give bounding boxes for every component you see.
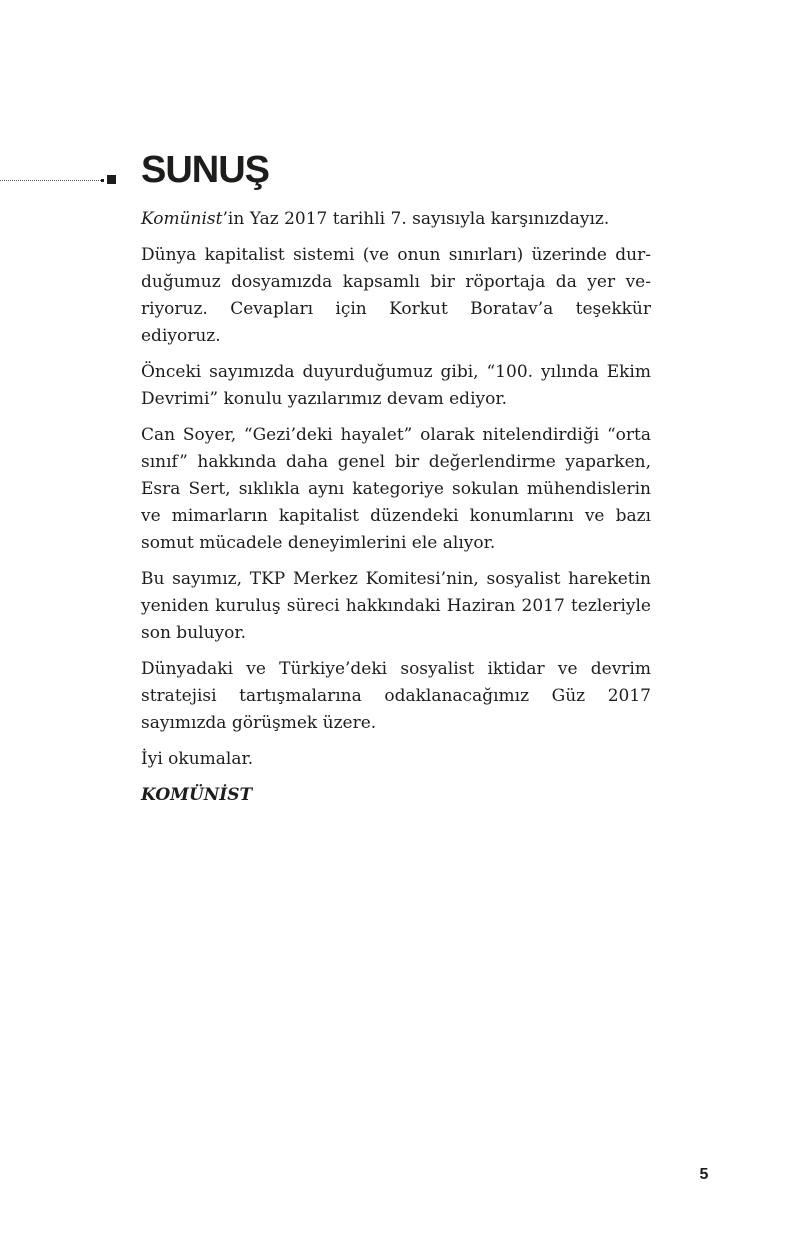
paragraph-intro — [141, 206, 651, 233]
paragraph-middle-class: Can Soyer, “Gezi’deki hayalet” olarak nitelendirdiği “orta sınıf” hakkında daha genel bir değerlendirme yaparken, Esra Sert, sıklıkla aynı kategoriye sokulan mühendislerin ve mimarların kapitalist düzendeki konumlarını ve bazı somut mücadele deneyimlerini ele alıyor. — [141, 425, 651, 553]
page-title: SUNUŞ — [141, 149, 270, 191]
paragraph-closing: İyi okumalar. — [141, 749, 254, 769]
paragraph-october-revolution: Önceki sayımızda duyurduğumuz gibi, “100. yılında Ekim Devrimi” konulu yazılarımız devam ediyor. — [141, 362, 651, 409]
heading-square-marker — [107, 175, 116, 184]
paragraph-theses: Bu sayımız, TKP Merkez Komitesi’nin, sosyalist hareketin yeniden kuruluş süreci hakkındaki Haziran 2017 tezleriyle son buluyor. — [141, 569, 651, 643]
heading-dotted-rule — [0, 180, 101, 181]
paragraph-next-issue: Dünyadaki ve Türkiye’deki sosyalist iktidar ve devrim stratejisi tartışmalarına odaklanacağımız Güz 2017 sayımızda görüşmek üzere. — [141, 659, 651, 733]
page-number: 5 — [699, 1166, 709, 1183]
paragraph-dossier: Dünya kapitalist sistemi (ve onun sınırları) üzerinde durduğumuz dosyamızda kapsamlı bir röportaja da yer veriyoruz. Cevapları için Korkut Boratav’a teşekkür ediyoruz. — [141, 245, 651, 346]
paragraph-intro-text: ’in Yaz 2017 tarihli 7. sayısıyla karşınızdayız. — [222, 209, 610, 229]
article-body — [141, 206, 651, 818]
signature: KOMÜNİST — [141, 785, 253, 805]
heading-dot-marker — [101, 179, 104, 182]
magazine-name: Komünist — [141, 209, 223, 229]
